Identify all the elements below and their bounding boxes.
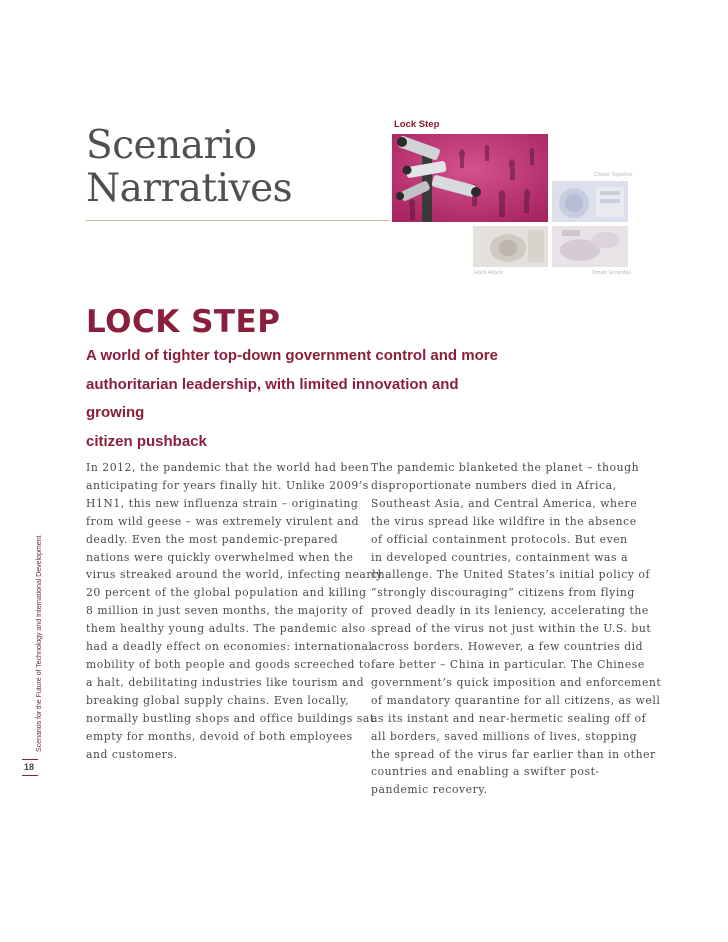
body-line: fare better – China in particular. The Chinese [371,657,645,671]
lock-step-image [392,134,548,222]
page-title [86,124,386,210]
body-line: pandemic recovery. [371,783,488,797]
lock-step-image-label: Lock Step [394,119,440,130]
smart-scramble-image [552,226,628,267]
body-column-right [371,459,662,799]
body-line: deadly. Even the most pandemic-prepared [86,532,339,546]
clever-together-illustration [552,181,628,222]
page-number-rule-top [22,759,38,760]
body-line: the spread of the virus far earlier than in other [371,747,656,761]
subheading-line: authoritarian leadership, with limited innovation and growing [86,375,459,421]
clever-together-image-label: Clever Together [594,172,633,178]
body-line: had a deadly effect on economies: international [86,640,373,654]
body-line: proved deadly in its leniency, accelerating the [371,604,649,618]
page-title-line-1: Scenario [86,123,257,168]
body-line: In 2012, the pandemic that the world had been [86,461,370,474]
body-line: them healthy young adults. The pandemic also [86,622,366,636]
body-line: government’s quick imposition and enforcement [371,675,662,689]
scenario-heading: LOCK STEP [86,304,281,340]
body-line: virus streaked around the world, infecting nearly [86,568,383,582]
body-line: from wild geese – was extremely virulent and [86,514,360,528]
smart-scramble-illustration [552,226,628,267]
page-number: 18 [24,762,35,772]
subheading-line: A world of tighter top-down government control and more [86,347,498,364]
body-line: 8 million in just seven months, the majority of [86,604,364,618]
body-line: challenge. The United States’s initial policy of [371,568,651,582]
body-line: of official containment protocols. But even [371,532,628,546]
hack-attack-illustration [473,226,548,267]
body-line: nations were quickly overwhelmed when the [86,550,354,564]
body-line: of mandatory quarantine for all citizens, as well [371,693,661,707]
body-line: “strongly discouraging” citizens from flying [371,586,635,600]
body-column-left [86,459,383,763]
page-number-rule-bottom [22,775,38,776]
body-line: empty for months, devoid of both employees [86,729,353,743]
title-divider [86,220,390,221]
hack-attack-image [473,226,548,267]
hack-attack-image-label: Hack Attack [474,270,504,276]
body-line: H1N1, this new influenza strain – originating [86,496,359,510]
body-line: 20 percent of the global population and killing [86,586,367,600]
body-line: in developed countries, containment was a [371,550,629,564]
body-line: normally bustling shops and office buildings sat [86,711,375,725]
body-line: countries and enabling a swifter post- [371,765,600,779]
body-line: across borders. However, a few countries did [371,640,644,654]
body-line: a halt, debilitating industries like tourism and [86,675,365,689]
body-line: The pandemic blanketed the planet – though [371,461,640,474]
body-line: and customers. [86,747,178,761]
scenario-subheading [86,342,506,456]
body-line: Southeast Asia, and Central America, where [371,496,638,510]
body-line: all borders, saved millions of lives, stopping [371,729,638,743]
body-line: anticipating for years finally hit. Unlike 2009’s [86,478,369,492]
body-line: the virus spread like wildfire in the absence [371,514,637,528]
body-line: disproportionate numbers died in Africa, [371,478,617,492]
body-line: as its instant and near-hermetic sealing off of [371,711,647,725]
subheading-line: citizen pushback [86,432,207,450]
body-line: spread of the virus not just within the U.S. but [371,622,652,636]
page-title-line-2: Narratives [86,166,293,211]
body-line: mobility of both people and goods screeched to [86,657,371,671]
surveillance-cameras-illustration [392,134,548,222]
smart-scramble-image-label: Smart Scramble [592,270,632,276]
sidebar-publication-title: Scenarios for the Future of Technology and International Development [34,535,43,752]
clever-together-image [552,181,628,222]
body-line: breaking global supply chains. Even locally, [86,693,350,707]
